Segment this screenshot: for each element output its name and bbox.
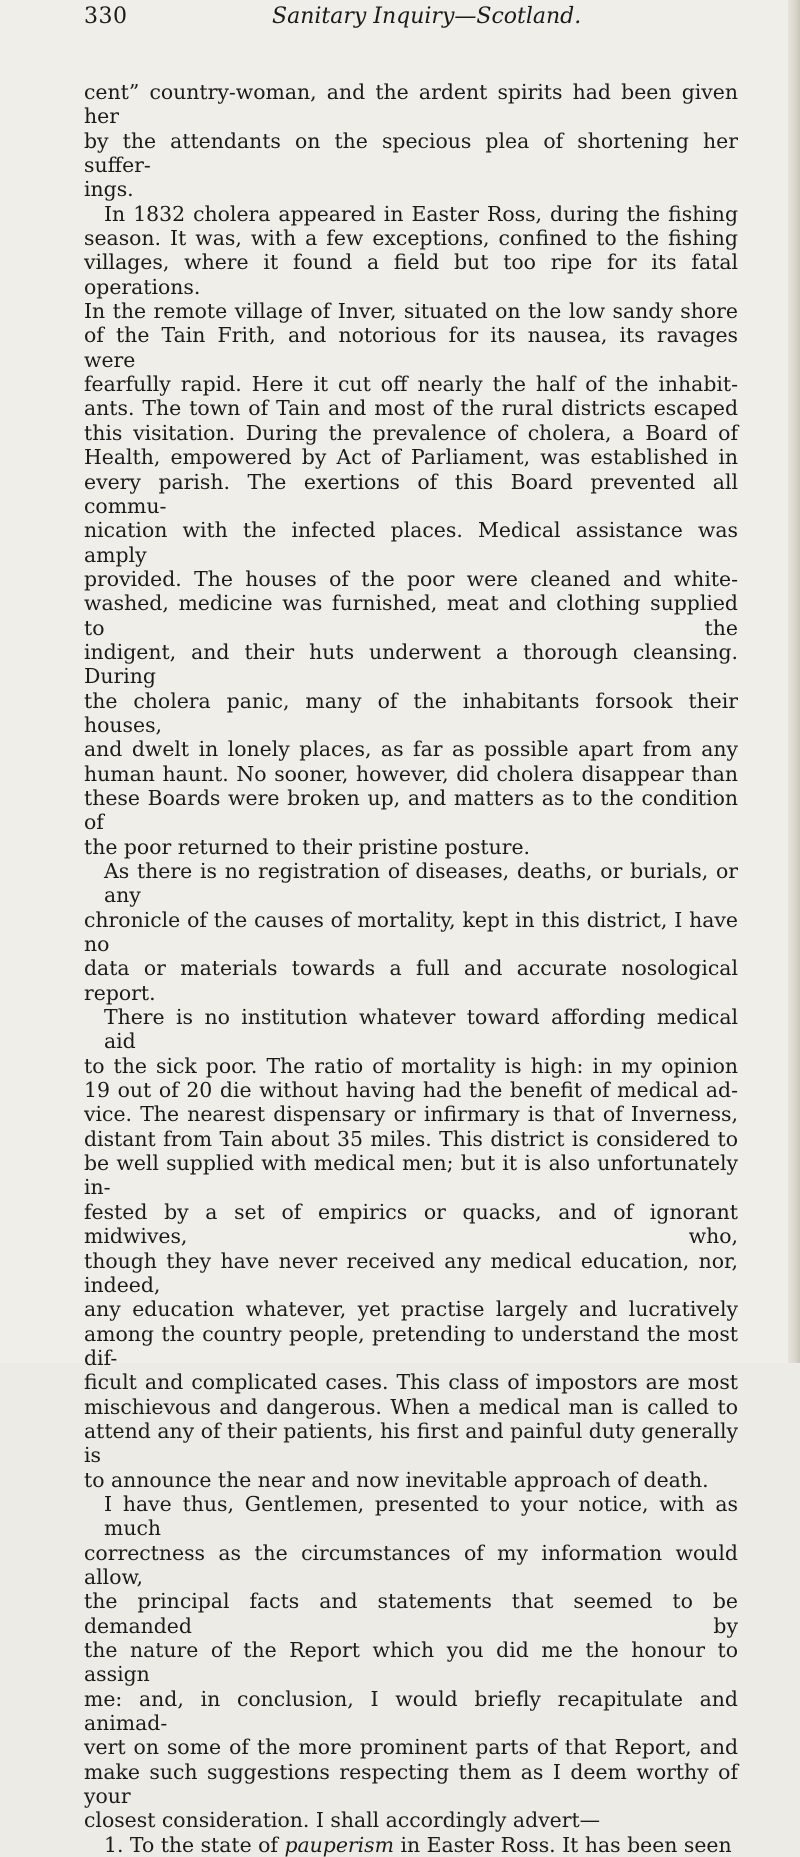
text-line: closest consideration. I shall accordingly advert— <box>84 1808 601 1833</box>
text-line: 19 out of 20 die without having had the benefit of medical ad- <box>84 1078 738 1103</box>
text-run: 1. To the state of <box>104 1832 285 1857</box>
text-line: to announce the near and now inevitable approach of death. <box>84 1467 709 1492</box>
text-line: make such suggestions respecting them as I deem worthy of your <box>84 1759 738 1809</box>
text-line: I have thus, Gentlemen, presented to your notice, with as much <box>104 1491 738 1541</box>
text-line: nication with the infected places. Medical assistance was amply <box>84 518 738 567</box>
running-title: Sanitary Inquiry—Scotland. <box>272 4 582 29</box>
text-line: vice. The nearest dispensary or infirmary is that of Inverness, <box>84 1102 738 1127</box>
text-line: of the Tain Frith, and notorious for its nausea, its ravages were <box>84 323 738 372</box>
text-line: the poor returned to their pristine posture. <box>84 834 531 859</box>
text-line: though they have never received any medical education, nor, indeed, <box>84 1248 738 1297</box>
body-text <box>84 80 738 1857</box>
text-line: indigent, and their huts underwent a thorough cleansing. During <box>84 639 738 689</box>
text-line: the nature of the Report which you did me the honour to assign <box>84 1638 738 1687</box>
text-line: vert on some of the more prominent parts of that Report, and <box>84 1735 738 1760</box>
text-line: provided. The houses of the poor were cleaned and white- <box>84 566 738 591</box>
text-line: season. It was, with a few exceptions, confined to the fishing <box>84 226 738 251</box>
text-line: this visitation. During the prevalence of cholera, a Board of <box>84 420 738 445</box>
text-line: me: and, in conclusion, I would briefly recapitulate and animad- <box>84 1686 738 1736</box>
text-line: cent” country-woman, and the ardent spirits had been given her <box>84 80 738 129</box>
text-line: ficult and complicated cases. This class of impostors are most <box>84 1370 738 1395</box>
page-edge <box>788 0 800 1363</box>
italic-word: pauperism <box>284 1832 394 1857</box>
page-header <box>84 4 750 34</box>
text-line: the cholera panic, many of the inhabitants forsook their houses, <box>84 688 738 737</box>
text-line: correctness as the circumstances of my information would allow, <box>84 1540 738 1589</box>
text-line: the principal facts and statements that seemed to be demanded by <box>84 1589 738 1638</box>
text-line: human haunt. No sooner, however, did cholera disappear than <box>84 761 738 786</box>
text-line: among the country people, pretending to understand the most dif- <box>84 1321 738 1370</box>
text-line: attend any of their patients, his first and painful duty generally is <box>84 1418 738 1468</box>
text-line: In 1832 cholera appeared in Easter Ross, during the fishing <box>104 201 738 226</box>
text-line: Health, empowered by Act of Parliament, was established in <box>84 445 738 470</box>
text-line: by the attendants on the specious plea of shortening her suffer- <box>84 128 738 178</box>
text-line: these Boards were broken up, and matters as to the condition of <box>84 785 738 835</box>
text-line: In the remote village of Inver, situated on the low sandy shore <box>84 299 738 324</box>
text-line: mischievous and dangerous. When a medical man is called to <box>84 1394 738 1419</box>
text-line: villages, where it found a field but too ripe for its fatal operations. <box>84 250 738 299</box>
text-line: As there is no registration of diseases, deaths, or burials, or any <box>104 859 738 908</box>
text-line: and dwelt in lonely places, as far as possible apart from any <box>84 737 738 762</box>
text-line: chronicle of the causes of mortality, kept in this district, I have no <box>84 907 738 957</box>
text-line: ings. <box>84 177 134 202</box>
text-line: every parish. The exertions of this Board prevented all commu- <box>84 469 738 518</box>
text-line: any education whatever, yet practise largely and lucratively <box>84 1297 738 1322</box>
text-line: to the sick poor. The ratio of mortality is high: in my opinion <box>84 1053 738 1078</box>
page-number: 330 <box>84 4 128 29</box>
text-line <box>84 1833 738 1857</box>
text-line: data or materials towards a full and accurate nosological report. <box>84 956 738 1005</box>
text-line: There is no institution whatever toward affording medical aid <box>104 1005 738 1054</box>
text-line: fearfully rapid. Here it cut off nearly the half of the inhabit- <box>84 372 738 397</box>
text-run: in Easter Ross. It has been seen <box>393 1832 732 1857</box>
text-line: washed, medicine was furnished, meat and clothing supplied to the <box>84 591 738 640</box>
text-line: ants. The town of Tain and most of the rural districts escaped <box>84 396 738 421</box>
text-line: be well supplied with medical men; but it is also unfortunately in- <box>84 1151 738 1200</box>
text-line: distant from Tain about 35 miles. This district is considered to <box>84 1126 738 1151</box>
text-line: fested by a set of empirics or quacks, and of ignorant midwives, who, <box>84 1199 738 1249</box>
